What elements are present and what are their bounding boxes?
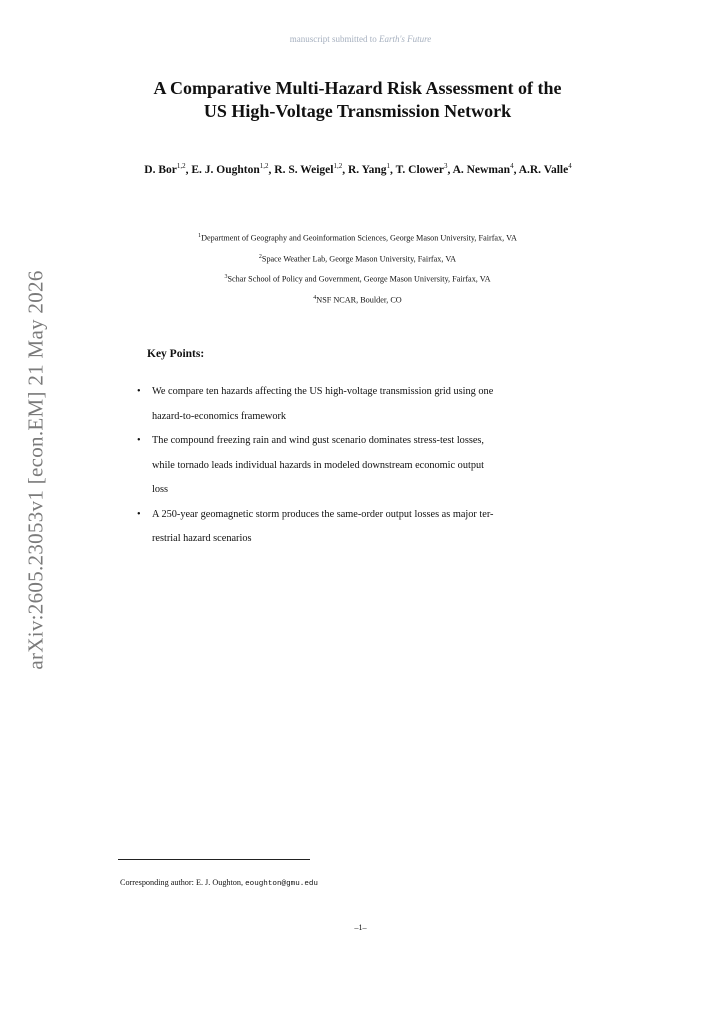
affiliations [80,227,635,310]
affiliation-number: 2 [258,253,262,260]
author-affiliation-mark: 1,2 [176,162,186,170]
author-name: R. S. Weigel [274,163,334,176]
page-number: –1– [354,923,367,932]
author-affiliation-mark: 1,2 [259,162,269,170]
footnote [120,878,318,888]
arxiv-stamp: arXiv:2605.23053v1 [econ.EM] 21 May 2026 [23,270,48,670]
affiliation-text: Schar School of Policy and Government, George Mason University, Fairfax, VA [227,275,491,285]
journal-name: Earth's Future [378,34,432,44]
author-list [118,154,598,182]
author-affiliation-mark: 4 [568,162,572,170]
affiliation-item [80,227,635,248]
footnote-rule [118,859,310,860]
key-point-line: loss [152,484,169,495]
key-point-line: We compare ten hazards affecting the US high-voltage transmission grid using one [152,386,494,397]
author-affiliation-mark: 3 [443,162,448,170]
bullet-icon: • [137,435,141,446]
author-affiliation-mark: 1,2 [333,162,343,170]
header-prefix: manuscript submitted to [289,34,377,44]
author-email-link[interactable]: eoughton@gmu.edu [245,880,318,888]
key-point-line: A 250-year geomagnetic storm produces the same-order output losses as major ter- [152,508,494,520]
affiliation-text: Space Weather Lab, George Mason University, Fairfax, VA [261,254,457,264]
key-point-item [137,380,607,429]
affiliation-text: Department of Geography and Geoinformation Sciences, George Mason University, Fairfax, VA [201,233,517,243]
key-point-line: while tornado leads individual hazards in modeled downstream economic output [152,459,484,471]
footnote-text: Corresponding author: E. J. Oughton, [120,878,244,887]
affiliation-number: 3 [224,274,228,281]
key-point-item [137,503,607,552]
affiliation-item [80,289,635,310]
bullet-icon: • [137,386,141,397]
bullet-icon: • [137,508,141,520]
key-point-item [137,429,607,503]
title-line: A Comparative Multi-Hazard Risk Assessment of the [153,78,562,98]
author-affiliation-mark: 1 [386,162,391,170]
title-line: US High-Voltage Transmission Network [203,101,512,121]
affiliation-item [80,248,635,269]
paper-title [80,77,635,123]
key-points-heading: Key Points: [147,348,205,360]
key-points-list [137,380,607,552]
author-name: A.R. Valle [518,163,569,176]
author-name: D. Bor [144,163,177,176]
author-name: A. Newman [452,163,511,176]
key-point-line: The compound freezing rain and wind gust scenario dominates stress-test losses, [152,435,484,446]
author-affiliation-mark: 4 [510,162,514,170]
affiliation-item [80,268,635,289]
affiliation-number: 4 [313,295,317,302]
author-name: T. Clower [395,163,444,176]
key-point-line: hazard-to-economics framework [152,410,287,422]
running-header [0,34,721,44]
author-line: D. Bor$^{1,2}$, E. J. Oughton$^{1,2}$, R. S. Weigel$^{1,2}$, R. Yang$^1$, T. Clower$^3$, A. Newman$^4$, A.R. Valle$^4$ [144,162,572,176]
author-name: E. J. Oughton [191,163,260,176]
affiliation-number: 1 [198,233,202,239]
affiliation-text: NSF NCAR, Boulder, CO [316,295,402,305]
author-name: R. Yang [347,163,387,176]
key-point-line: restrial hazard scenarios [152,533,252,544]
